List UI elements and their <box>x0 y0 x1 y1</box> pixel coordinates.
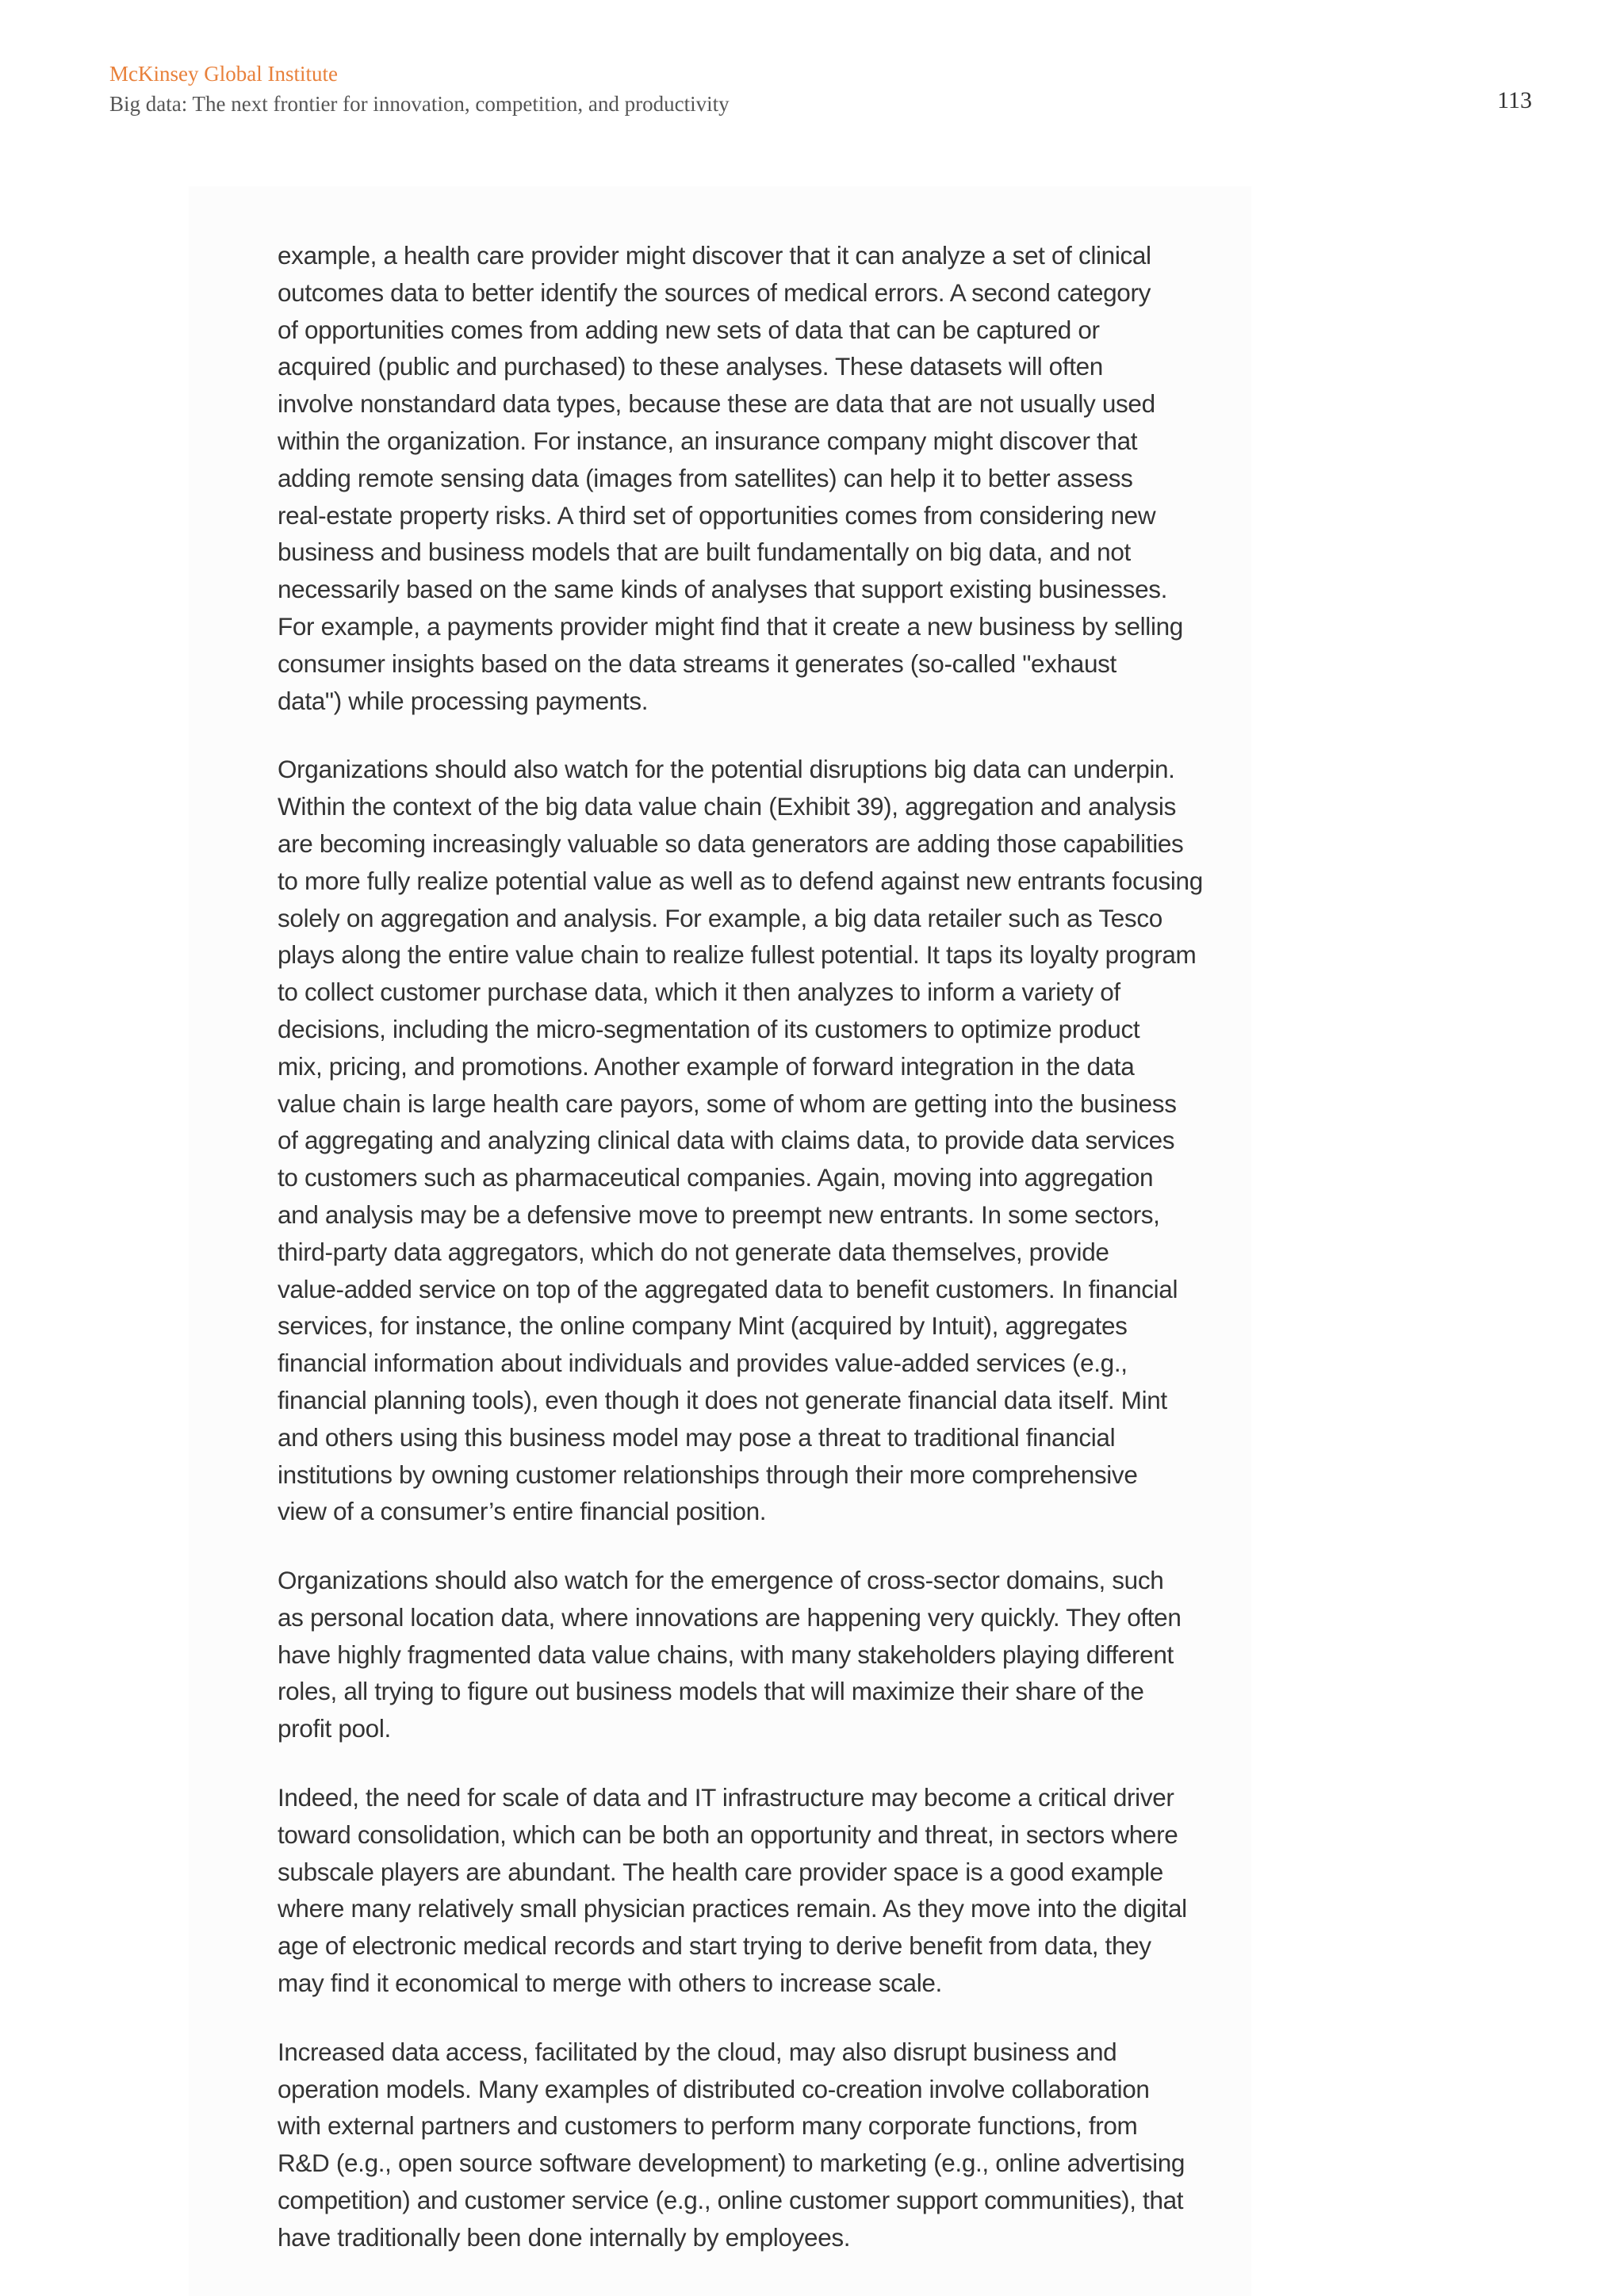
text-line: and analysis may be a defensive move to preempt new entrants. In some sectors, <box>278 1200 1160 1229</box>
text-line: Within the context of the big data value chain (Exhibit 39), aggregation and analysis <box>278 792 1176 821</box>
text-line: decisions, including the micro-segmentation of its customers to optimize product <box>278 1014 1140 1043</box>
text-line: mix, pricing, and promotions. Another example of forward integration in the data <box>278 1051 1135 1081</box>
text-line: Increased data access, facilitated by the cloud, may also disrupt business and <box>278 2037 1117 2066</box>
text-line: institutions by owning customer relationships through their more comprehensive <box>278 1460 1138 1489</box>
paragraph-data-access <box>278 2034 1253 2256</box>
text-line: real-estate property risks. A third set of opportunities comes from considering new <box>278 500 1156 530</box>
text-line: as personal location data, where innovations are happening very quickly. They often <box>278 1602 1182 1632</box>
text-line: age of electronic medical records and start trying to derive benefit from data, they <box>278 1931 1151 1961</box>
text-line: roles, all trying to figure out business models that will maximize their share of the <box>278 1677 1144 1706</box>
paragraph-opportunities <box>278 237 1253 719</box>
publisher-name: McKinsey Global Institute <box>109 62 338 86</box>
text-line: subscale players are abundant. The health care provider space is a good example <box>278 1857 1163 1886</box>
text-line: For example, a payments provider might find that it create a new business by selling <box>278 611 1183 641</box>
text-line: business and business models that are built fundamentally on big data, and not <box>278 538 1131 567</box>
text-line: financial information about individuals and provides value-added services (e.g., <box>278 1349 1128 1378</box>
text-line: operation models. Many examples of distributed co-creation involve collaboration <box>278 2074 1150 2103</box>
text-line: Organizations should also watch for the potential disruptions big data can underpin. <box>278 755 1175 784</box>
running-header <box>109 59 1537 119</box>
text-line: adding remote sensing data (images from satellites) can help it to better assess <box>278 463 1133 492</box>
paragraph-cross-sector <box>278 1562 1253 1747</box>
text-line: view of a consumer’s entire financial position. <box>278 1497 767 1526</box>
text-line: solely on aggregation and analysis. For example, a big data retailer such as Tesco <box>278 903 1162 932</box>
body-text <box>278 237 1253 2288</box>
text-line: services, for instance, the online company Mint (acquired by Intuit), aggregates <box>278 1311 1128 1341</box>
text-line: involve nonstandard data types, because these are data that are not usually used <box>278 389 1155 419</box>
paragraph-disruptions <box>278 751 1253 1530</box>
text-line: example, a health care provider might discover that it can analyze a set of clinical <box>278 241 1151 270</box>
text-line: may find it economical to merge with others to increase scale. <box>278 1969 942 1998</box>
text-line: have highly fragmented data value chains, with many stakeholders playing different <box>278 1640 1174 1669</box>
paragraph-consolidation <box>278 1779 1253 2002</box>
text-line: to customers such as pharmaceutical companies. Again, moving into aggregation <box>278 1163 1154 1192</box>
text-line: R&D (e.g., open source software development) to marketing (e.g., online advertising <box>278 2149 1185 2178</box>
report-title: Big data: The next frontier for innovation, competition, and productivity <box>109 92 730 116</box>
page-number: 113 <box>1497 87 1532 113</box>
text-line: where many relatively small physician practices remain. As they move into the digital <box>278 1894 1187 1923</box>
text-line: acquired (public and purchased) to these analyses. These datasets will often <box>278 352 1103 381</box>
text-line: plays along the entire value chain to realize fullest potential. It taps its loyalty program <box>278 940 1197 970</box>
text-line: have traditionally been done internally by employees. <box>278 2222 851 2252</box>
text-line: to more fully realize potential value as well as to defend against new entrants focusing <box>278 866 1203 895</box>
text-line: to collect customer purchase data, which it then analyzes to inform a variety of <box>278 978 1120 1007</box>
text-line: competition) and customer service (e.g., online customer support communities), that <box>278 2186 1184 2215</box>
text-line: are becoming increasingly valuable so data generators are adding those capabilities <box>278 828 1184 858</box>
text-line: Indeed, the need for scale of data and IT infrastructure may become a critical driver <box>278 1783 1174 1812</box>
text-line: Organizations should also watch for the emergence of cross-sector domains, such <box>278 1566 1164 1595</box>
text-line: toward consolidation, which can be both an opportunity and threat, in sectors where <box>278 1820 1178 1849</box>
text-line: consumer insights based on the data streams it generates (so-called "exhaust <box>278 649 1116 678</box>
text-line: data") while processing payments. <box>278 686 649 715</box>
text-line: with external partners and customers to perform many corporate functions, from <box>278 2111 1138 2141</box>
text-line: financial planning tools), even though it does not generate financial data itself. Mint <box>278 1385 1167 1414</box>
text-line: necessarily based on the same kinds of analyses that support existing businesses. <box>278 575 1168 604</box>
text-line: third-party data aggregators, which do not generate data themselves, provide <box>278 1237 1109 1266</box>
text-line: value-added service on top of the aggregated data to benefit customers. In financial <box>278 1274 1178 1303</box>
text-line: of aggregating and analyzing clinical data with claims data, to provide data services <box>278 1126 1175 1155</box>
text-line: outcomes data to better identify the sources of medical errors. A second category <box>278 277 1151 307</box>
text-line: value chain is large health care payors, some of whom are getting into the business <box>278 1089 1177 1118</box>
text-line: within the organization. For instance, an insurance company might discover that <box>278 426 1138 455</box>
text-line: of opportunities comes from adding new sets of data that can be captured or <box>278 315 1100 344</box>
text-line: profit pool. <box>278 1714 391 1743</box>
text-line: and others using this business model may pose a threat to traditional financial <box>278 1422 1116 1452</box>
